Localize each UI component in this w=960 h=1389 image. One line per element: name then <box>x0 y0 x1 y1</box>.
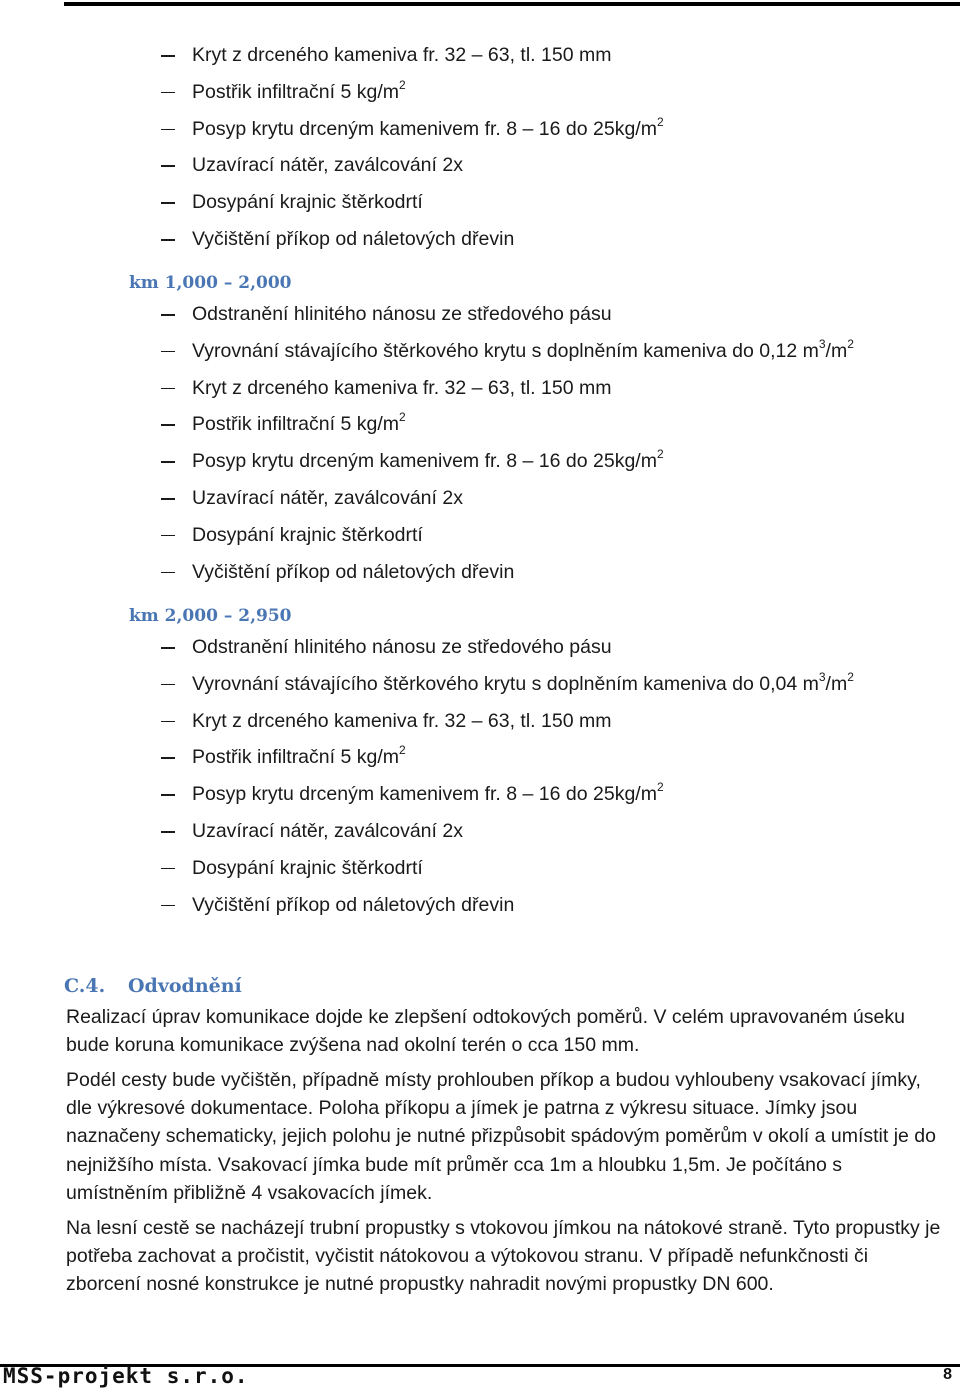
superscript: 3 <box>818 336 826 351</box>
superscript: 2 <box>656 114 664 129</box>
list-item <box>0 184 960 221</box>
dash-bullet-icon <box>161 351 175 353</box>
list-item <box>0 147 960 184</box>
paragraph: Podél cesty bude vyčištěn, případně místy prohlouben příkop a budou vyhloubeny vsakovací jímky, dle výkresové dokumentace. Poloha příkopu a jímek je patrna z výkresu situace. Jímky jsou naznačeny schematicky, jejich polohu je nutné přizpůsobit spádovým poměrům v okolí a umístit je do nejnižšího místa. Vsakovací jímka bude mít průměr cca 1m a hloubku 1,5m. Je počítáno s umístněním přibližně 4 vsakovacích jímek. <box>66 1069 936 1204</box>
list-item-text: Posyp krytu drceným kamenivem fr. 8 – 16 do 25kg/m <box>192 117 657 140</box>
top-rule <box>64 2 960 6</box>
list-item-text: Odstranění hlinitého nánosu ze středového pásu <box>192 636 612 658</box>
dash-bullet-icon <box>161 757 175 759</box>
list-item-text: Postřik infiltrační 5 kg/m <box>192 746 399 769</box>
list-item-text: Postřik infiltrační 5 kg/m <box>192 413 399 436</box>
list-item-text: Uzavírací nátěr, zaválcování 2x <box>192 486 463 509</box>
list-item <box>0 887 960 924</box>
dash-bullet-icon <box>161 831 175 833</box>
superscript: 2 <box>398 410 406 425</box>
list-item <box>0 333 960 370</box>
list-item-text: Vyčištění příkop od náletových dřevin <box>192 227 515 250</box>
dash-bullet-icon <box>161 535 175 537</box>
list-item <box>0 221 960 258</box>
list-item <box>0 296 960 333</box>
list-item <box>0 739 960 776</box>
superscript: 2 <box>847 336 854 351</box>
list-item-text: Kryt z drceného kameniva fr. 32 – 63, tl. 150 mm <box>192 709 612 732</box>
paragraph: Realizací úprav komunikace dojde ke zlepšení odtokových poměrů. V celém upravovaném úseku bude koruna komunikace zvýšena nad okolní terén o cca 150 mm. <box>66 1006 905 1057</box>
bullet-list-km-1000 <box>0 296 960 590</box>
list-item <box>0 480 960 517</box>
list-item-text: Uzavírací nátěr, zaválcování 2x <box>192 819 463 842</box>
dash-bullet-icon <box>161 721 175 723</box>
list-item-text: Dosypání krajnic štěrkodrtí <box>192 191 423 214</box>
list-item-text: Uzavírací nátěr, zaválcování 2x <box>192 154 463 177</box>
list-item <box>0 850 960 887</box>
km-heading-1000: km 1,000 – 2,000 <box>129 273 292 293</box>
bullet-list-km-2000 <box>0 629 960 923</box>
list-item <box>0 703 960 740</box>
list-item <box>0 370 960 407</box>
unit-tail: /m <box>825 339 848 362</box>
dash-bullet-icon <box>161 202 175 204</box>
superscript: 2 <box>847 669 854 684</box>
dash-bullet-icon <box>161 314 175 316</box>
km-heading-2000: km 2,000 – 2,950 <box>129 606 292 626</box>
dash-bullet-icon <box>161 461 175 463</box>
list-item <box>0 517 960 554</box>
list-item <box>0 629 960 666</box>
bullet-list-top <box>0 37 960 258</box>
dash-bullet-icon <box>161 239 175 241</box>
list-item-text: Posyp krytu drceným kamenivem fr. 8 – 16 do 25kg/m <box>192 783 657 806</box>
superscript: 2 <box>398 743 406 758</box>
section-title: Odvodnění <box>128 975 242 997</box>
dash-bullet-icon <box>161 424 175 426</box>
list-item-text: Kryt z drceného kameniva fr. 32 – 63, tl. 150 mm <box>192 376 612 399</box>
list-item-text: Vyčištění příkop od náletových dřevin <box>192 560 515 583</box>
list-item <box>0 74 960 111</box>
list-item <box>0 37 960 74</box>
list-item <box>0 666 960 703</box>
list-item <box>0 443 960 480</box>
dash-bullet-icon <box>161 129 175 131</box>
superscript: 3 <box>818 669 826 684</box>
dash-bullet-icon <box>161 388 175 390</box>
superscript: 2 <box>656 447 664 462</box>
list-item-text: Vyčištění příkop od náletových dřevin <box>192 893 515 916</box>
list-item <box>0 406 960 443</box>
section-number: C.4. <box>64 975 106 997</box>
dash-bullet-icon <box>161 794 175 796</box>
list-item-text: Posyp krytu drceným kamenivem fr. 8 – 16 do 25kg/m <box>192 450 657 473</box>
company-logo: MSS-projekt s.r.o. <box>3 1364 249 1388</box>
dash-bullet-icon <box>161 498 175 500</box>
list-item-text: Kryt z drceného kameniva fr. 32 – 63, tl. 150 mm <box>192 44 612 66</box>
paragraph: Na lesní cestě se nacházejí trubní propustky s vtokovou jímkou na nátokové straně. Tyto propustky je potřeba zachovat a pročistit, vyčistit nátokovou a výtokovou stranu. V případě nefunkčnosti či zborcení nosné konstrukce je nutné propustky nahradit novými propustky DN 600. <box>66 1217 941 1296</box>
unit-tail: /m <box>825 672 848 695</box>
list-item-text: Vyrovnání stávajícího štěrkového krytu s doplněním kameniva do 0,12 m <box>192 339 819 362</box>
page-number: 8 <box>943 1366 952 1383</box>
list-item <box>0 776 960 813</box>
superscript: 2 <box>656 780 664 795</box>
list-item-text: Postřik infiltrační 5 kg/m <box>192 80 399 103</box>
list-item <box>0 554 960 591</box>
dash-bullet-icon <box>161 647 175 649</box>
dash-bullet-icon <box>161 905 175 907</box>
list-item-text: Vyrovnání stávajícího štěrkového krytu s doplněním kameniva do 0,04 m <box>192 672 819 695</box>
dash-bullet-icon <box>161 165 175 167</box>
dash-bullet-icon <box>161 572 175 574</box>
list-item-text: Dosypání krajnic štěrkodrtí <box>192 856 423 879</box>
dash-bullet-icon <box>161 868 175 870</box>
list-item <box>0 813 960 850</box>
dash-bullet-icon <box>161 92 175 94</box>
list-item-text: Odstranění hlinitého nánosu ze středového pásu <box>192 303 612 325</box>
list-item <box>0 111 960 148</box>
dash-bullet-icon <box>161 684 175 686</box>
dash-bullet-icon <box>161 55 175 57</box>
list-item-text: Dosypání krajnic štěrkodrtí <box>192 523 423 546</box>
superscript: 2 <box>398 77 406 92</box>
